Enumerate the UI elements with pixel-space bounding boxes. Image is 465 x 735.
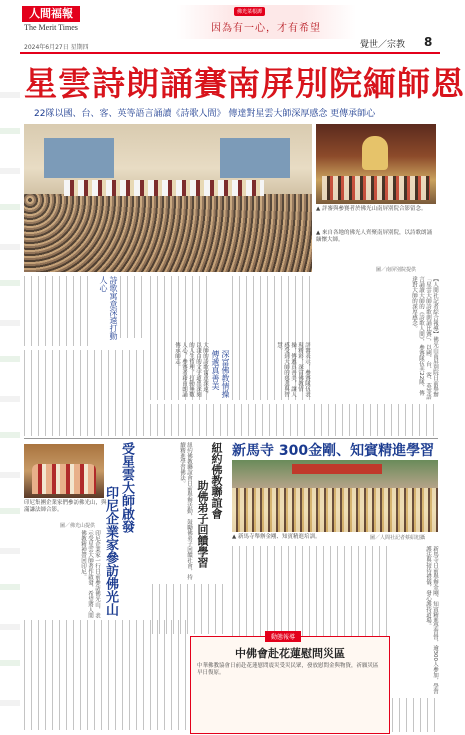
subheading-left: 詩歌寓意深遠打動人心 (99, 276, 118, 340)
flash-news-box (190, 636, 390, 734)
slogan-text: 因為有一心，才有希望 (211, 23, 321, 34)
masthead-rule (20, 52, 440, 54)
left-margin-strip (0, 58, 20, 735)
malaysia-body: 新馬寺日前舉辦金剛、知賓精進學習營，逾300人參加，學習護法與接待禮儀，發心護持道場。 (425, 546, 438, 694)
article-lines-4 (24, 276, 94, 346)
banner (292, 464, 382, 474)
people (32, 464, 96, 494)
flash-badge: 動態報導 (265, 631, 301, 642)
article-lines-7 (314, 404, 438, 436)
indonesia-headline-1: 受星雲大師啟發 (119, 442, 134, 533)
side-photo-caption: ▲ 評審與參賽者於佛光山南屏別院合影留念。 (316, 206, 427, 212)
interfaith-headline-1: 紐約佛教聯誼會 (210, 442, 223, 519)
article-body-c: 評審表示，參賽隊伍表現精彩，深富佛教情操，傳遞真善美，讓人感受到大師的慈悲與智慧。 (276, 342, 310, 397)
flash-body: 中華佛教協會日前赴花蓮慰問震災受災民眾，發放慰問金與物資，祈願災區早日復原。 (197, 663, 379, 676)
section-divider (24, 438, 438, 439)
page-number: 8 (424, 35, 433, 49)
article-lines-3 (120, 276, 148, 338)
stage-screen-right (220, 138, 290, 178)
performers-row (64, 180, 264, 196)
subheading-mid: 深富佛教情操傳遞真善美 (211, 350, 230, 398)
indonesia-headline-2: 印尼企業家參訪佛光山 (103, 486, 118, 616)
indonesia-caption: 印尼集團企業家們參訪佛光山，與滿謙法師合影。 (24, 500, 107, 513)
slogan-badge: 佛光菜根譚 (234, 7, 265, 16)
article-body-b: 大師的詩歌寓意深遠，以淺白的文字道出深刻的人生哲理，打動無數人心，參賽者藉由朗誦傳承師志。 (174, 342, 208, 397)
logo-cn: 人間福報 (22, 6, 80, 22)
main-photo (24, 124, 312, 272)
photo-credit: 圖／南屏別院提供 (376, 267, 417, 273)
article-body-a: 【人間社記者綜合報導】佛光山南屏別院日前舉辦「星雲大師詩歌朗誦比賽」，以國、台、客、英等語言誦讀大師的《詩歌人間》，參賽隊伍共22隊，傳達對大師的深厚感念。 (411, 276, 438, 400)
headline-right: 南屏別院緬師恩 (227, 64, 465, 103)
section-label: 覺世／宗教 (360, 40, 406, 50)
article-lines-5 (24, 350, 144, 436)
indonesia-lines (24, 620, 186, 730)
indonesia-credit: 圖／佛光山提供 (60, 523, 96, 529)
malaysia-headline: 新馬寺 300金剛、知賓精進學習 (232, 443, 435, 459)
malaysia-caption: ▲ 新馬寺舉辦金剛、知賓精進培訓。 (232, 534, 321, 540)
masthead (0, 0, 440, 58)
audience (24, 194, 312, 272)
crowd (232, 488, 438, 532)
headline-subtitle: 22隊以國、台、客、英等語言誦讀《詩歌人間》 傳達對星雲大師深厚感念 更傳承師心 (34, 109, 376, 119)
interfaith-headline-2: 助佛弟子回饋學習 (196, 480, 209, 568)
logo-block (22, 6, 80, 42)
side-photo (316, 124, 436, 204)
article-lines-6 (150, 404, 308, 436)
malaysia-photo (232, 460, 438, 532)
flash-title: 中佛會赴花蓮慰問災區 (235, 647, 345, 660)
top-photo-caption: ▲ 來自各地的佛光人齊聚南屏別院，以詩歌朗誦緬懷大師。 (316, 230, 432, 243)
headline-left: 星雲詩朗誦賽 (24, 64, 228, 103)
bottom-lines (392, 698, 438, 732)
logo-en: The Merit Times (24, 23, 78, 32)
issue-date: 2024年6月27日 星期四 (24, 44, 89, 51)
stage-screen (44, 138, 114, 178)
interfaith-body: 紐約佛教聯誼會日前舉辦活動，鼓勵佛弟子回饋社會，持續精進學習佛法。 (179, 442, 192, 580)
malaysia-credit: 圖／人間社記者蔡紹旭攝 (370, 535, 426, 541)
indonesia-photo (24, 444, 104, 498)
interfaith-lines (152, 584, 228, 634)
indonesia-body: 印尼企業家一行日前參訪佛光山，表示受星雲大師著作啟發，希望將人間佛教精神帶回印尼。 (80, 530, 100, 618)
group-row (322, 176, 430, 200)
slogan-banner (176, 5, 356, 39)
buddha-statue (362, 136, 388, 170)
